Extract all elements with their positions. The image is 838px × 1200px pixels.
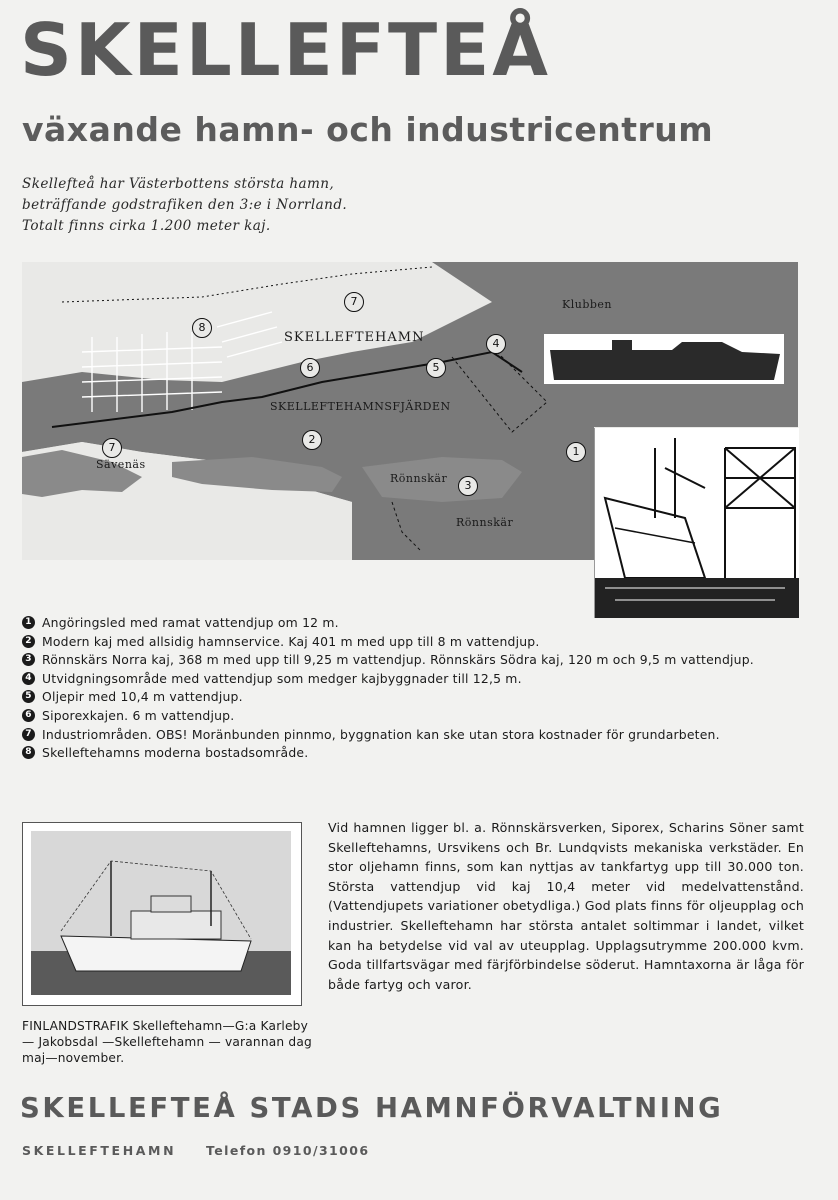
label-ronnskar-norra: Rönnskär — [390, 472, 448, 485]
label-fjarden: SKELLEFTEHAMNSFJÄRDEN — [270, 400, 451, 413]
legend-list — [22, 614, 812, 763]
legend-number: 2 — [22, 635, 35, 648]
body-text: Vid hamnen ligger bl. a. Rönnskärsverken, Siporex, Scharins Söner samt Skelleftehamns, Ursvikens och Br. Lundqvists mekaniska verkstäder. En stor oljehamn finns, som kan nyttjas av tankfartyg upp till 30.000 ton. Största vattendjup vid kaj 10,4 meter vid medelvattenstånd. (Vattendjupets variationer obetydliga.) God plats finns för oljeupplag och industrier. Skelleftehamn har största antalet soltimmar i landet, vilket kan ha betydelse vid val av uteupplag. Upplagsutrymme 200.000 kvm. Goda tillfartsvägar med färjförbindelse söderut. Hamntaxorna är låga för både fartyg och varor. — [328, 820, 804, 992]
ship-drawing — [595, 428, 799, 618]
legend-item — [22, 688, 812, 707]
ferry-caption: FINLANDSTRAFIK Skelleftehamn—G:a Karleby— Jakobsdal —Skelleftehamn — varannan dag maj—november. — [22, 1019, 312, 1065]
legend-text: Industriområden. OBS! Moränbunden pinnmo, byggnation kan ske utan stora kostnader för grundarbeten. — [42, 726, 720, 742]
ship-illustration — [594, 428, 799, 618]
map-marker-1: 1 — [566, 442, 586, 462]
legend-text: Siporexkajen. 6 m vattendjup. — [42, 707, 235, 723]
ferry-drawing — [31, 831, 291, 995]
page-subtitle: växande hamn- och industricentrum — [22, 110, 714, 149]
map-marker-6: 6 — [300, 358, 320, 378]
footer-address: SKELLEFTEHAMN — [22, 1143, 177, 1158]
legend-number: 4 — [22, 672, 35, 685]
legend-text: Oljepir med 10,4 m vattendjup. — [42, 689, 243, 705]
legend-number: 3 — [22, 653, 35, 666]
label-ronnskar: Rönnskär — [456, 516, 514, 529]
legend-number: 6 — [22, 709, 35, 722]
legend-number: 1 — [22, 616, 35, 629]
map-marker-4: 4 — [486, 334, 506, 354]
footer-phone: Telefon 0910/31006 — [206, 1143, 370, 1158]
map-marker-7: 7 — [344, 292, 364, 312]
ferry-photo-image — [31, 831, 291, 995]
legend-item — [22, 707, 812, 726]
ferry-photo — [22, 822, 302, 1006]
legend-text: Skelleftehamns moderna bostadsområde. — [42, 745, 309, 761]
map-marker-7-west: 7 — [102, 438, 122, 458]
legend-number: 8 — [22, 746, 35, 759]
legend-item — [22, 726, 812, 745]
legend-item — [22, 744, 812, 763]
legend-item — [22, 670, 812, 689]
legend-item — [22, 651, 812, 670]
page-title: SKELLEFTEÅ — [20, 8, 551, 92]
legend-text: Modern kaj med allsidig hamnservice. Kaj 401 m med upp till 8 m vattendjup. — [42, 633, 540, 649]
footer-title: SKELLEFTEÅ STADS HAMNFÖRVALTNING — [20, 1092, 724, 1124]
label-savenas: Sävenäs — [96, 458, 146, 471]
legend-number: 7 — [22, 728, 35, 741]
map-marker-8: 8 — [192, 318, 212, 338]
legend-number: 5 — [22, 690, 35, 703]
legend-item — [22, 633, 812, 652]
map-marker-2: 2 — [302, 430, 322, 450]
map-marker-3: 3 — [458, 476, 478, 496]
map-marker-5: 5 — [426, 358, 446, 378]
legend-text: Utvidgningsområde med vattendjup som medger kajbyggnader till 12,5 m. — [42, 670, 522, 686]
label-skelleftehamn: SKELLEFTEHAMN — [284, 330, 425, 345]
label-klubben: Klubben — [562, 298, 612, 311]
legend-item — [22, 614, 812, 633]
legend-text: Rönnskärs Norra kaj, 368 m med upp till 9,25 m vattendjup. Rönnskärs Södra kaj, 120 m och 9,5 m vattendjup. — [42, 652, 754, 668]
intro-text: Skellefteå har Västerbottens största hamn, beträffande godstrafiken den 3:e i Norrland. Totalt finns cirka 1.200 meter kaj. — [22, 176, 348, 234]
legend-text: Angöringsled med ramat vattendjup om 12 m. — [42, 615, 339, 630]
